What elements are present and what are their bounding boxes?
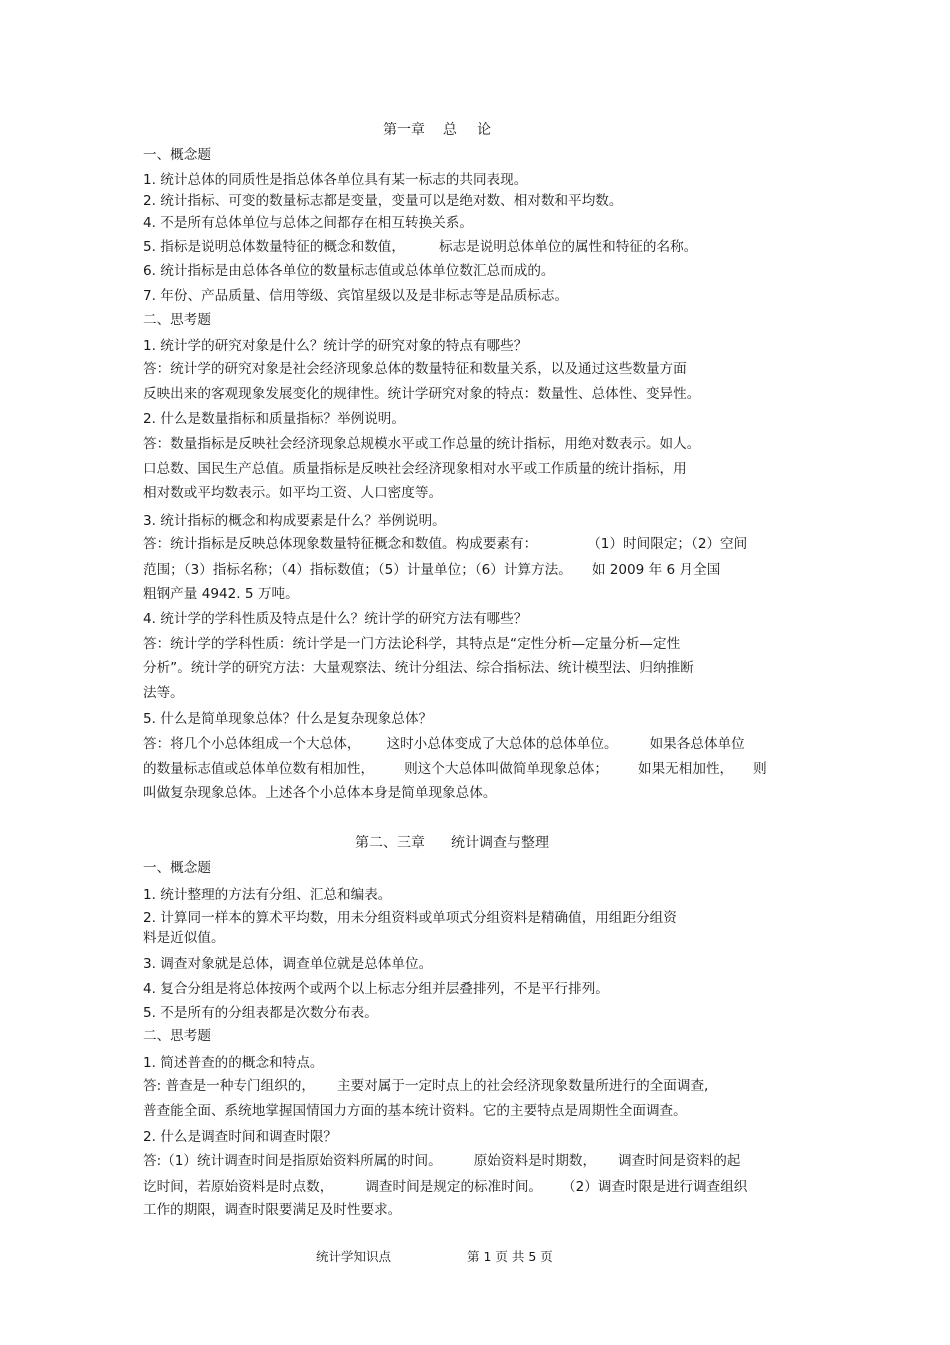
list-item: 6. 统计指标是由总体各单位的数量标志值或总体单位数汇总而成的。 [143,263,555,279]
section-heading: 一、概念题 [143,860,211,876]
list-item: 4. 复合分组是将总体按两个或两个以上标志分组并层叠排列，不是平行排列。 [143,981,609,997]
answer-line: 法等。 [143,685,184,701]
section-heading: 二、思考题 [143,312,211,328]
footer-page-number: 第 1 页 共 5 页 [467,1249,553,1264]
list-item: 1. 统计总体的同质性是指总体各单位具有某一标志的共同表现。 [143,172,528,188]
chapter-2-title: 第二、三章 统计调查与整理 [355,835,549,851]
list-item: 5. 指标是说明总体数量特征的概念和数值， 标志是说明总体单位的属性和特征的名称。 [143,239,698,255]
answer-line: 范围；（3）指标名称；（4）指标数值；（5）计量单位；（6）计算方法。 如 2009 年 6 月全国 [143,562,721,578]
answer-line: 讫时间，若原始资料是时点数， 调查时间是规定的标准时间。 （2）调查时限是进行调查组织 [143,1179,748,1195]
answer-line: 相对数或平均数表示。如平均工资、人口密度等。 [143,485,443,501]
answer-line: 口总数、国民生产总值。质量指标是反映社会经济现象相对水平或工作质量的统计指标，用 [143,461,687,477]
question: 5. 什么是简单现象总体？什么是复杂现象总体？ [143,711,433,727]
answer-line: 答：统计学的研究对象是社会经济现象总体的数量特征和数量关系，以及通过这些数量方面 [143,361,687,377]
answer-line: 反映出来的客观现象发展变化的规律性。统计学研究对象的特点：数量性、总体性、变异性。 [143,386,701,402]
answer-line: 工作的期限，调查时限要满足及时性要求。 [143,1202,402,1218]
footer-doc-title: 统计学知识点 [316,1249,392,1264]
question: 2. 什么是调查时间和调查时限？ [143,1129,338,1145]
list-item: 5. 不是所有的分组表都是次数分布表。 [143,1005,378,1021]
answer-line: 答: 普查是一种专门组织的， 主要对属于一定时点上的社会经济现象数量所进行的全面调查, [143,1078,709,1094]
answer-line: 叫做复杂现象总体。上述各个小总体本身是简单现象总体。 [143,785,497,801]
list-item: 4. 不是所有总体单位与总体之间都存在相互转换关系。 [143,215,473,231]
answer-line: 普查能全面、系统地掌握国情国力方面的基本统计资料。它的主要特点是周期性全面调查。 [143,1103,687,1119]
question: 1. 简述普查的的概念和特点。 [143,1055,324,1071]
answer-line: 答：将几个小总体组成一个大总体， 这时小总体变成了大总体的总体单位。 如果各总体单位 [143,736,745,752]
question: 3. 统计指标的概念和构成要素是什么？举例说明。 [143,513,446,529]
answer-line: 答:（1）统计调查时间是指原始资料所属的时间。 原始资料是时期数， 调查时间是资料的起 [143,1153,741,1169]
answer-line: 答：统计学的学科性质：统计学是一门方法论科学，其特点是“定性分析—定量分析—定性 [143,636,681,652]
list-item: 3. 调查对象就是总体，调查单位就是总体单位。 [143,956,433,972]
answer-line: 粗钢产量 4942. 5 万吨。 [143,586,299,602]
chapter-1-title: 第一章 总 论 [383,122,491,138]
question: 1. 统计学的研究对象是什么？统计学的研究对象的特点有哪些？ [143,338,528,354]
list-item: 料是近似值。 [143,930,225,946]
list-item: 2. 统计指标、可变的数量标志都是变量，变量可以是绝对数、相对数和平均数。 [143,193,623,209]
list-item: 7. 年份、产品质量、信用等级、宾馆星级以及是非标志等是品质标志。 [143,288,569,304]
answer-line: 答：统计指标是反映总体现象数量特征概念和数值。构成要素有： （1）时间限定；（2）空间 [143,536,748,552]
section-heading: 一、概念题 [143,147,211,163]
list-item: 1. 统计整理的方法有分组、汇总和编表。 [143,887,392,903]
answer-line: 答：数量指标是反映社会经济现象总规模水平或工作总量的统计指标，用绝对数表示。如人。 [143,436,701,452]
answer-line: 的数量标志值或总体单位数有相加性， 则这个大总体叫做简单现象总体； 如果无相加性， 则 [143,761,767,777]
answer-line: 分析”。统计学的研究方法：大量观察法、统计分组法、综合指标法、统计模型法、归纳推断 [143,660,694,676]
question: 4. 统计学的学科性质及特点是什么？统计学的研究方法有哪些？ [143,611,528,627]
question: 2. 什么是数量指标和质量指标？举例说明。 [143,411,405,427]
section-heading: 二、思考题 [143,1028,211,1044]
list-item: 2. 计算同一样本的算术平均数，用未分组资料或单项式分组资料是精确值，用组距分组资 [143,910,677,926]
